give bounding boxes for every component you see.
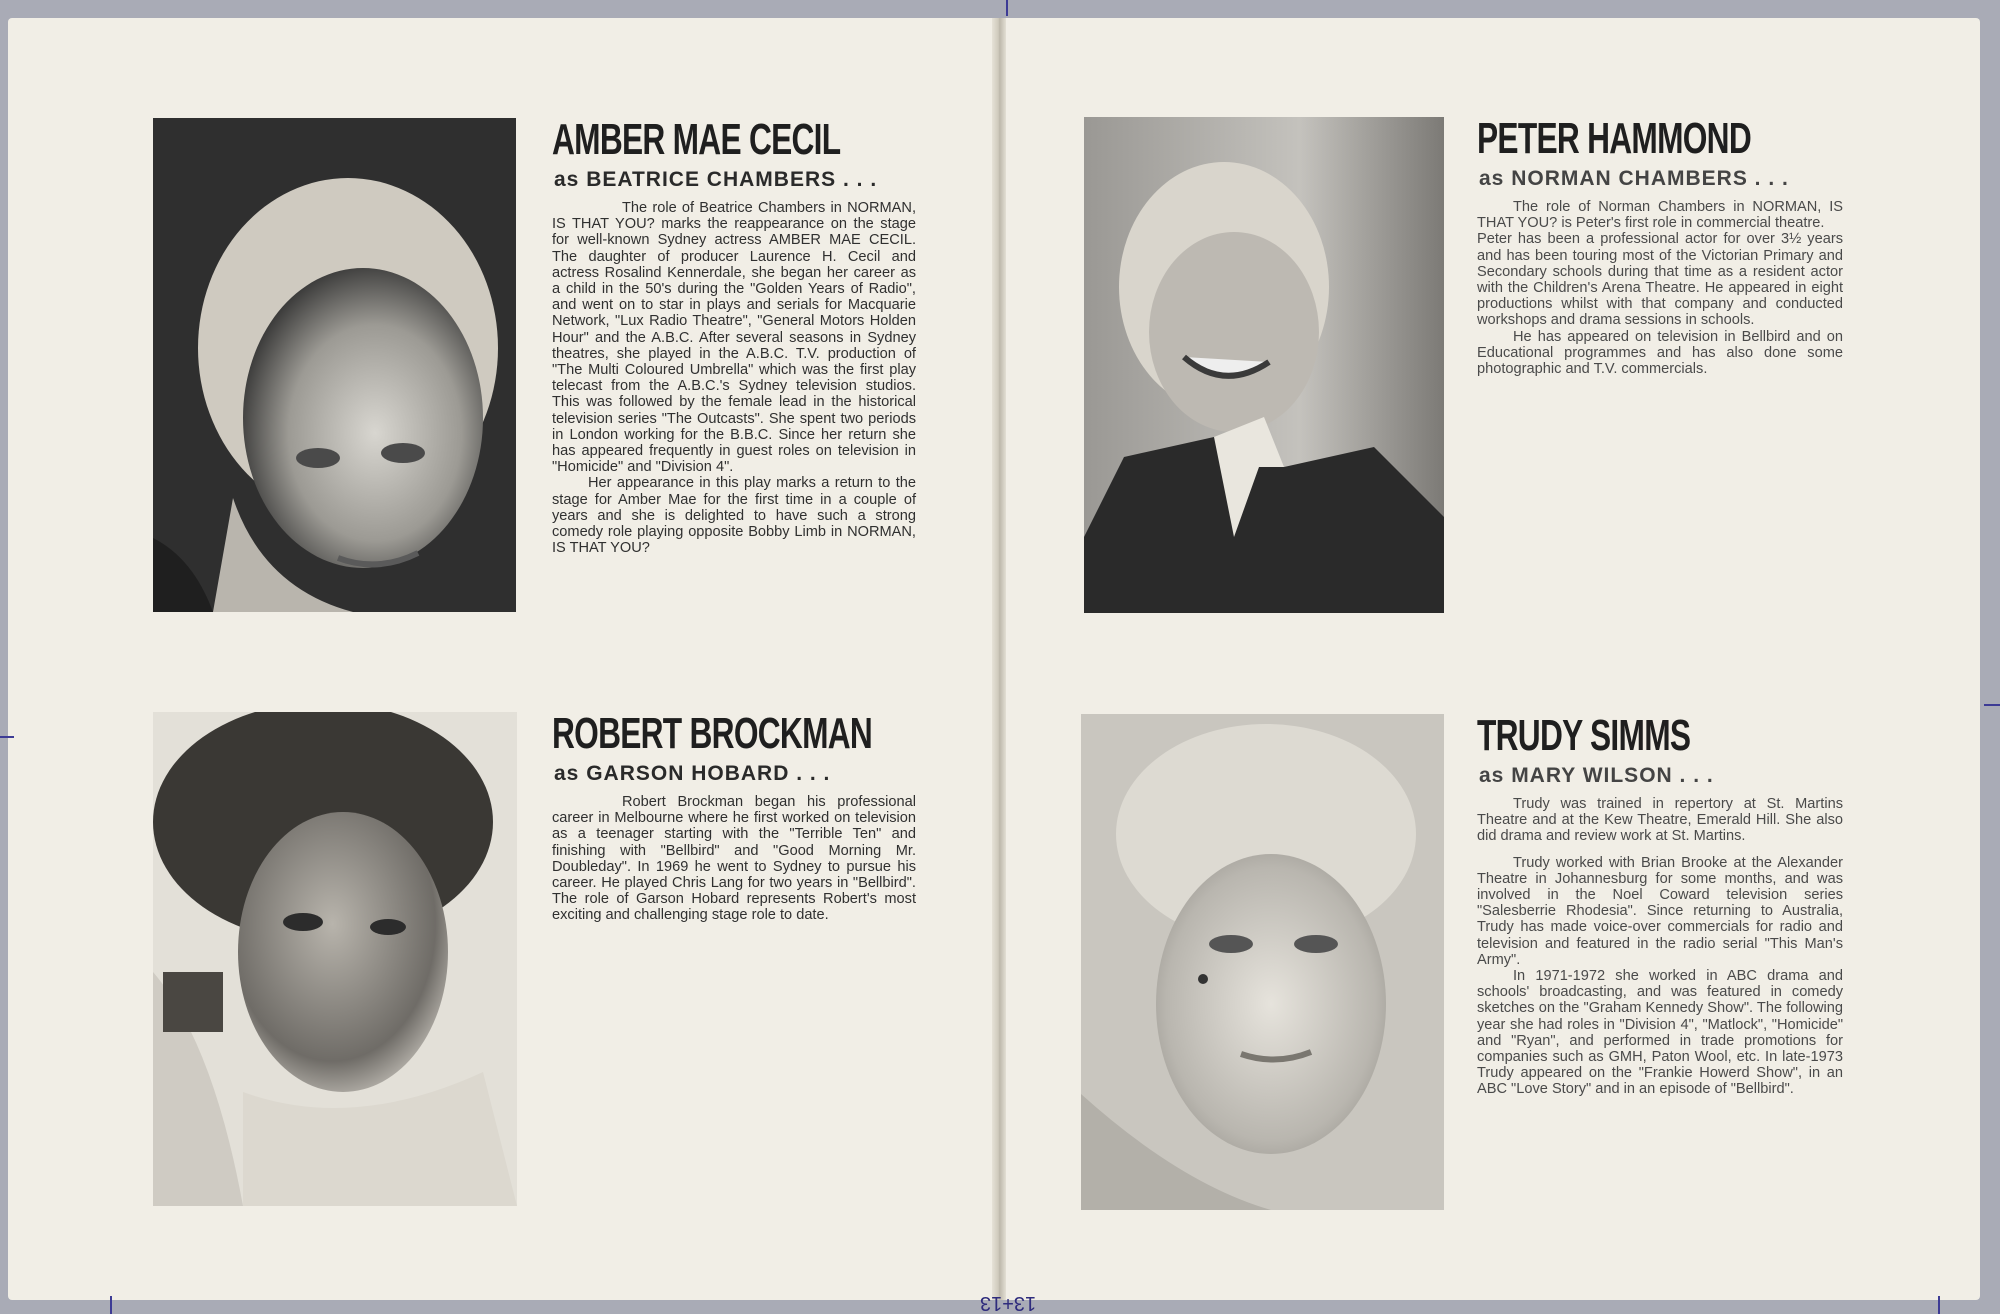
bio-paragraph: The role of Norman Chambers in NORMAN, IS THAT YOU? is Peter's first role in commercial theatre. — [1477, 199, 1843, 232]
bio-amber-mae-cecil — [552, 115, 916, 557]
photo-robert-brockman — [153, 712, 517, 1206]
bio-paragraph: The role of Beatrice Chambers in NORMAN, IS THAT YOU? marks the reappearance on the stage for well-known Sydney actress AMBER MAE CECIL. The daughter of producer Laurence H. Cecil and actress Rosalind Kennerdale, she began her career as a child in the 50's during the "Golden Years of Radio", and went on to star in plays and serials for Macquarie Network, "Lux Radio Theatre", "General Motors Holden Hour" and the A.B.C. After several seasons in Sydney theatres, she played in the A.B.C. T.V. production of "The Multi Coloured Umbrella" which was the first play telecast from the A.B.C.'s Sydney television studios. This was followed by the female lead in the historical television series "The Outcasts". She spent two periods in London working for the B.B.C. Since her return she has appeared frequently in guest roles on television in "Homicide" and "Division 4". — [552, 200, 916, 476]
crop-mark-bottom-left — [110, 1296, 112, 1314]
cast-name: AMBER MAE CECIL — [552, 115, 841, 164]
bio-paragraph: Trudy worked with Brian Brooke at the Alexander Theatre in Johannesburg for some months, and was involved in the Noel Coward television series "Salesberrie Rhodesia". Since returning to Australia, Trudy has made voice-over commercials for radio and television and featured in the radio serial "This Man's Army". — [1477, 854, 1843, 968]
crop-mark-top — [1006, 0, 1008, 16]
cast-name: PETER HAMMOND — [1477, 114, 1752, 163]
page-folio: 13+13 — [980, 1292, 1037, 1314]
bio-trudy-simms — [1477, 711, 1843, 1098]
bio-paragraph: He has appeared on television in Bellbird and on Educational programmes and has also done some photographic and T.V. commercials. — [1477, 328, 1843, 378]
photo-trudy-simms — [1081, 714, 1444, 1210]
cast-name: ROBERT BROCKMAN — [552, 709, 873, 758]
bio-paragraph: Her appearance in this play marks a return to the stage for Amber Mae for the first time in a couple of years and she is delighted to have such a strong comedy role playing opposite Bobby Limb in NORMAN, IS THAT YOU? — [552, 475, 916, 557]
cast-role: as BEATRICE CHAMBERS . . . — [554, 168, 878, 191]
crop-mark-left — [0, 736, 14, 738]
portrait-photo-woman-updo-icon — [1081, 714, 1444, 1210]
bio-paragraph: Robert Brockman began his professional career in Melbourne where he first worked on television as a teenager starting with the "Terrible Ten" and finishing with "Bellbird" and "Good Morning Mr. Doubleday". In 1969 he went to Sydney to pursue his career. He played Chris Lang for two years in "Bellbird". The role of Garson Hobard represents Robert's most exciting and challenging stage role to date. — [552, 794, 916, 924]
photo-peter-hammond — [1084, 117, 1444, 613]
cast-role: as NORMAN CHAMBERS . . . — [1479, 167, 1789, 190]
portrait-photo-smiling-man-icon — [1084, 117, 1444, 613]
crop-mark-right — [1984, 704, 2000, 706]
cast-role: as GARSON HOBARD . . . — [554, 762, 831, 785]
crop-mark-bottom-right — [1938, 1296, 1940, 1314]
portrait-photo-woman-short-hair-icon — [153, 118, 516, 612]
cast-name: TRUDY SIMMS — [1477, 711, 1691, 760]
bio-paragraph: In 1971-1972 she worked in ABC drama and schools' broadcasting, and was featured in comedy sketches on the "Graham Kennedy Show". The following year she had roles in "Division 4", "Matlock", "Homicide" and "Ryan", and performed in trade promotions for companies such as GMH, Paton Wool, etc. In late-1973 Trudy appeared on the "Frankie Howerd Show", in an ABC "Love Story" and in an episode of "Bellbird". — [1477, 968, 1843, 1098]
photo-amber-mae-cecil — [153, 118, 516, 612]
bio-paragraph: Trudy was trained in repertory at St. Martins Theatre and at the Kew Theatre, Emerald Hill. She also did drama and review work at St. Martins. — [1477, 796, 1843, 845]
bio-robert-brockman — [552, 709, 916, 924]
bio-peter-hammond — [1477, 114, 1843, 378]
portrait-photo-young-man-icon — [153, 712, 517, 1206]
binding-spine — [992, 18, 1006, 1300]
bio-paragraph: Peter has been a professional actor for over 3½ years and has been touring most of the Victorian Primary and Secondary schools during that time as a resident actor with the Children's Arena Theatre. He appeared in eight productions whilst with that company and conducted workshops and drama sessions in schools. — [1477, 231, 1843, 329]
cast-role: as MARY WILSON . . . — [1479, 764, 1714, 787]
